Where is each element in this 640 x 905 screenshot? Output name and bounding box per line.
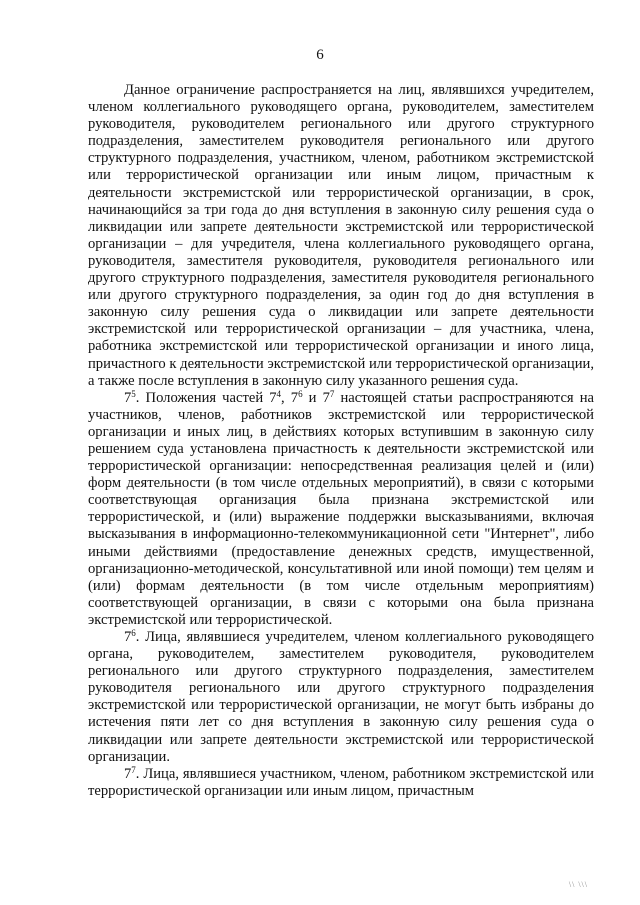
paragraph-text: настоящей статьи распространяются на участников, членов, работников экстремистской или террористической организации и иных лиц, в действиях которых вступившим в законную силу решением суда установлена причастность к деятельности экстремистской или террористической организации: непосредственная реализация целей и (или) форм деятельности (в том числе отдельных мероприятий), в связи с которыми соответствующая организация была признана экстремистской или террористической, и (или) выражение поддержки высказываниями, включая высказывания в информационно-телекоммуникационной сети "Интернет", либо иными действиями (предоставление денежных средств, имущественной, организационно-методической, консультативной или иной помощи) тем целям и (или) формам деятельности (в том числе отдельным мероприятиям) соответствующей организации, в связи с которыми она была признана экстремистской или террористической. [88,389,595,628]
part-reference-superscript: 7 [329,388,335,399]
page-number: 6 [316,47,324,63]
paragraph-text: , 7 [281,389,299,406]
part-reference-superscript: 6 [298,388,303,399]
paragraph-7-7 [88,766,594,800]
paragraph-number-superscript: 6 [131,628,136,638]
paragraph-7-5 [88,390,594,629]
part-reference-superscript: 4 [276,388,282,399]
paragraph-text: . Лица, являвшиеся учредителем, членом коллегиального руководящего органа, руководителем, заместителем руководителя, руководителем регионального или другого структурного подразделения, заместителем руководителя регионального или другого структурного подразделения экстремистской или террористической организации, не могут быть избраны до истечения пяти лет со дня вступления в законную силу решения суда о ликвидации или запрете деятельности экстремистской или террористической организации. [88,629,594,765]
paragraph-number-superscript: 5 [131,388,136,399]
scan-corner-mark: \\ \\\ [568,880,588,889]
paragraph-number: 7 [124,765,132,782]
document-body [88,82,594,800]
paragraph-text: . Лица, являвшиеся участником, членом, работником экстремистской или террористической организации или иным лицом, причастным [88,765,594,799]
paragraph-text: и 7 [302,389,330,406]
paragraph-restriction: Данное ограничение распространяется на лиц, являвшихся учредителем, членом коллегиального руководящего органа, руководителем, заместителем руководителя, руководителем регионального или другого структурного подразделения, заместителем руководителя регионального или другого структурного подразделения, участником, членом, работником экстремистской или террористической организации или иным лицом, причастным к деятельности экстремистской или террористической организации, в срок, начинающийся за три года до дня вступления в законную силу решения суда о ликвидации или запрете деятельности экстремистской или террористической организации – для учредителя, члена коллегиального руководящего органа, руководителя, заместителя руководителя, руководителя регионального или другого структурного подразделения, заместителя руководителя регионального или другого структурного подразделения, за один год до дня вступления в законную силу решения суда о ликвидации или запрете деятельности экстремистской или террористической организации – для участника, члена, работника экстремистской или террористической организации и иного лица, причастного к деятельности экстремистской или террористической организации, а также после вступления в законную силу указанного решения суда. [88,82,594,389]
paragraph-number: 7 [124,389,132,406]
paragraph-7-6 [88,629,594,766]
paragraph-number-superscript: 7 [131,764,136,775]
paragraph-number: 7 [124,629,132,645]
paragraph-text: . Положения частей 7 [135,389,277,406]
